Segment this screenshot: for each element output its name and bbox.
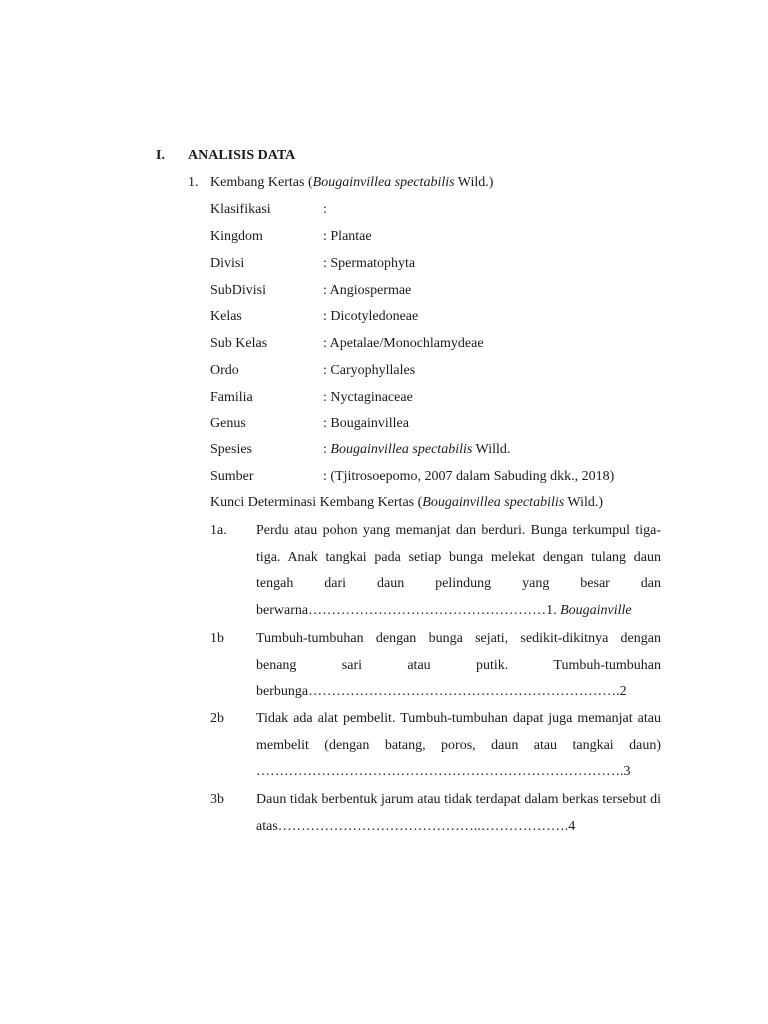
item-title-prefix: Kembang Kertas ( (210, 175, 313, 190)
item-title-species: Bougainvillea spectabilis (312, 175, 455, 190)
classification-value-prefix: : (323, 442, 331, 457)
key-code: 1b (210, 631, 224, 646)
classification-value: : Angiospermae (323, 283, 412, 298)
classification-value-species: Bougainvillea spectabilis (330, 442, 473, 457)
classification-key: Sumber (210, 469, 254, 484)
classification-key: Kingdom (210, 229, 263, 244)
kunci-species: Bougainvillea spectabilis (422, 495, 565, 510)
key-text-body: Daun tidak berbentuk jarum atau tidak terdapat dalam berkas tersebut di atas……………………………………..……………….4 (256, 792, 661, 834)
classification-value: : Plantae (323, 229, 372, 244)
key-text (256, 706, 661, 786)
classification-value: : (323, 202, 327, 217)
item-number: 1. (188, 175, 199, 190)
classification-key: Spesies (210, 442, 252, 457)
item-title-suffix: Wild.) (454, 175, 494, 190)
classification-key: Sub Kelas (210, 336, 268, 351)
classification-key: Genus (210, 416, 246, 431)
kunci-suffix: Wild.) (564, 495, 604, 510)
classification-value: : Caryophyllales (323, 363, 416, 378)
classification-key: SubDivisi (210, 283, 267, 298)
classification-value: : (Tjitrosoepomo, 2007 dalam Sabuding dkk., 2018) (323, 469, 615, 484)
key-code: 2b (210, 711, 224, 726)
key-text-body: Tidak ada alat pembelit. Tumbuh-tumbuhan dapat juga memanjat atau membelit (dengan batang, poros, daun atau tangkai daun) …………………………………………………………………….3 (256, 711, 661, 780)
classification-key: Ordo (210, 363, 239, 378)
classification-value: : Spermatophyta (323, 256, 416, 271)
determination-key-heading (210, 494, 603, 512)
section-number: I. (156, 148, 165, 163)
classification-value: : Bougainvillea (323, 416, 409, 431)
classification-key: Familia (210, 390, 253, 405)
classification-value: : Nyctaginaceae (323, 390, 413, 405)
key-text-body: Tumbuh-tumbuhan dengan bunga sejati, sedikit-dikitnya dengan benang sari atau putik. Tumbuh-tumbuhan berbunga………………………………………………………….2 (256, 631, 661, 700)
key-text (256, 518, 661, 625)
classification-value: : Dicotyledoneae (323, 309, 419, 324)
key-text-italic-tail: Bougainville (556, 603, 632, 619)
classification-value-suffix: Willd. (472, 442, 511, 457)
section-title: ANALISIS DATA (188, 148, 296, 163)
key-text (256, 787, 661, 840)
classification-value: : Apetalae/Monochlamydeae (323, 336, 484, 351)
key-code: 3b (210, 792, 224, 807)
classification-key: Klasifikasi (210, 202, 271, 217)
key-text-body: Perdu atau pohon yang memanjat dan berduri. Bunga terkumpul tiga-tiga. Anak tangkai pada setiap bunga melekat dengan tulang daun tengah dari daun pelindung yang besar dan berwarna……………………………………………1. (256, 523, 661, 619)
key-text (256, 626, 661, 706)
classification-key: Divisi (210, 256, 245, 271)
kunci-prefix: Kunci Determinasi Kembang Kertas ( (210, 495, 423, 510)
item-title (210, 174, 493, 192)
key-code: 1a. (210, 523, 227, 538)
classification-value (323, 441, 510, 459)
classification-key: Kelas (210, 309, 242, 324)
